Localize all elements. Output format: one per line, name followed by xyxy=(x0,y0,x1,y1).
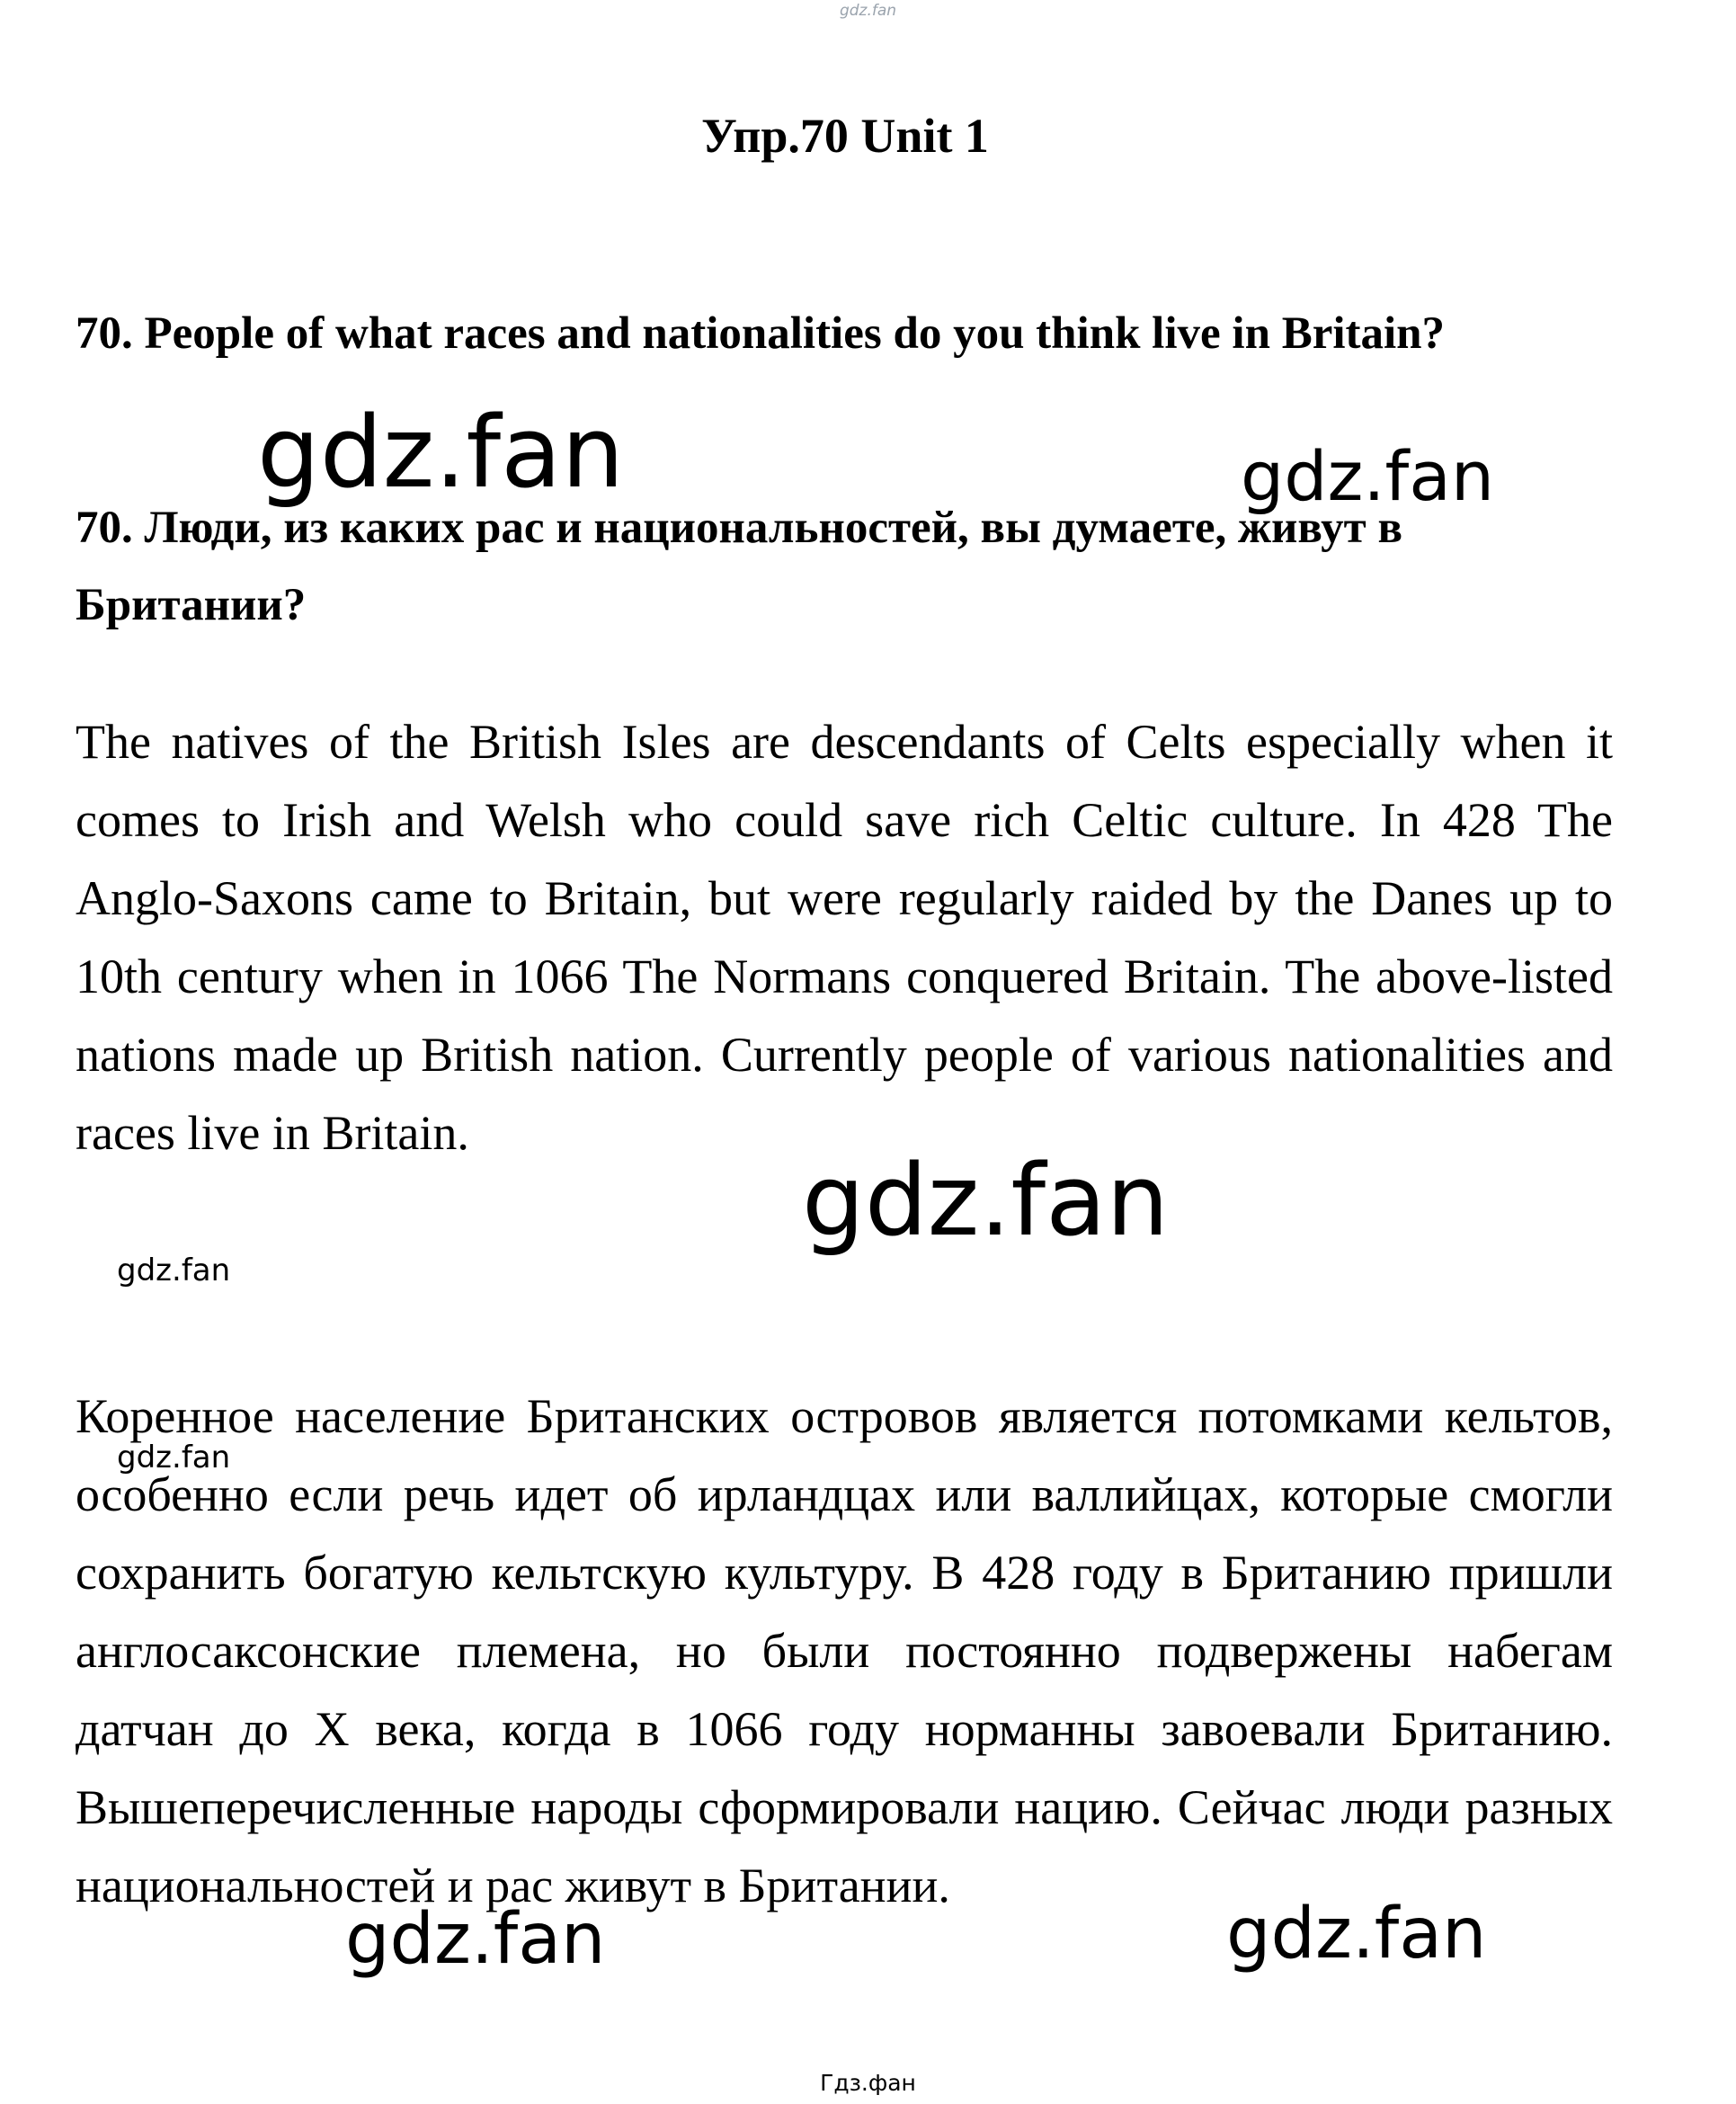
watermark: gdz.fan xyxy=(345,1899,606,1980)
watermark: gdz.fan xyxy=(257,395,625,510)
answer-english: The natives of the British Isles are descendants of Celts especially when it comes to Irish and Welsh who could save rich Celtic culture. In 428 The Anglo-Saxons came to Britain, but were regularly raided by the Danes up to 10th century when in 1066 The Normans conquered Britain. The above-listed nations made up British nation. Currently people of various nationalities and races live in Britain. xyxy=(76,715,1613,1160)
watermark: gdz.fan xyxy=(117,1440,231,1475)
page-title: Упр.70 Unit 1 xyxy=(701,109,989,163)
question-russian: 70. Люди, из каких рас и национальностей, вы думаете, живут в Британии? xyxy=(76,503,1403,630)
question-english: 70. People of what races and nationalities do you think live in Britain? xyxy=(76,308,1446,359)
watermark: gdz.fan xyxy=(802,1143,1170,1258)
answer-russian: Коренное население Британских островов является потомками кельтов, особенно если речь идет об ирландцах или валлийцах, которые смогли сохранить богатую кельтскую культуру. В 428 году в Британию пришли англосаксонские племена, но были постоянно подвержены набегам датчан до X века, когда в 1066 году норманны завоевали Британию. Вышеперечисленные народы сформировали нацию. Сейчас люди разных национальностей и рас живут в Британии. xyxy=(76,1389,1613,1912)
top-site-mark: gdz.fan xyxy=(839,2,897,20)
footer-watermark: Гдз.фан xyxy=(820,2070,916,2096)
watermark: gdz.fan xyxy=(1241,436,1495,516)
watermark: gdz.fan xyxy=(1226,1894,1487,1975)
watermark: gdz.fan xyxy=(117,1253,231,1288)
